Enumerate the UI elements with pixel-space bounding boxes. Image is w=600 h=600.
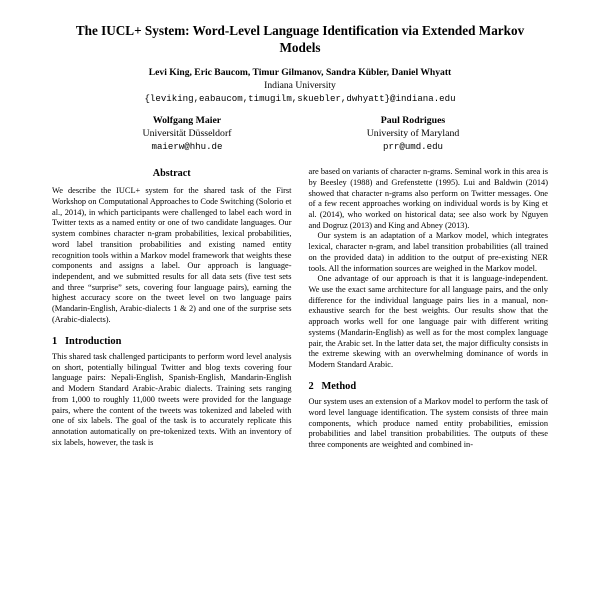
- section-title: Method: [321, 380, 357, 392]
- section-title: Introduction: [65, 335, 122, 347]
- author-list-main: Levi King, Eric Baucom, Timur Gilmanov, Sandra Kübler, Daniel Whyatt: [148, 66, 452, 78]
- related-work-paragraph-2: Our system is an adaptation of a Markov model, which integrates lexical, character n-gram, and label transition probabilities (all trained on the provided data) in addition to the output of pre-existing NER tools. All the information sources are weighed in the Markov model.: [308, 231, 548, 273]
- author-affiliation: University of Maryland: [366, 128, 460, 140]
- related-work-paragraph-3: One advantage of our approach is that it is language-independent. We use the exact same architecture for all language pairs, and the only difference for the individual language pairs lies in a manual, non-exhaustive search for the best weights. Our results show that the approach works well for one language pair with different writing systems (Mandarin-English) as well as for the most complex language pair, the Arabic set. In the latter data set, the major difficulty consists in the extreme skewing with an overwhelming dominance of words in Modern Standard Arabic.: [308, 274, 548, 370]
- left-column: [52, 167, 292, 451]
- abstract-heading: Abstract: [152, 168, 191, 180]
- author-block-rodrigues: [328, 114, 498, 154]
- author-name: Paul Rodrigues: [380, 115, 446, 127]
- affiliation-main: Indiana University: [264, 80, 336, 92]
- section-number: 1: [52, 335, 58, 347]
- author-block-maier: [102, 114, 272, 154]
- author-affiliation: Universität Düsseldorf: [142, 128, 232, 140]
- section-heading-method: [309, 380, 549, 393]
- section-number: 2: [308, 380, 314, 392]
- page-title: The IUCL+ System: Word-Level Language Identification via Extended Markov Models: [75, 23, 525, 56]
- email-main: {leviking,eabaucom,timugilm,skuebler,dwhyatt}@indiana.edu: [144, 92, 456, 104]
- secondary-authors: [52, 114, 548, 154]
- related-work-paragraph-1: are based on variants of character n-grams. Seminal work in this area is by Beesley (1988) and Grefenstette (1995). Lui and Baldwin (2014) showed that character n-grams also perform on Twitter messages. One of a few recent approaches working on individual words is by King et al. (2014), who worked on historical data; see also work by Nguyen and Dogruz (2013) and King and Abney (2013).: [308, 167, 548, 230]
- section-heading-introduction: [52, 335, 292, 348]
- method-paragraph: Our system uses an extension of a Markov model to perform the task of word level language identification. The system consists of three main components, which produce named entity probabilities, emission probabilities and label transition probabilities. The outputs of these three components are weighted and combined in-: [308, 397, 548, 450]
- body-columns: [52, 167, 548, 451]
- author-email: maierw@hhu.de: [151, 141, 223, 153]
- abstract-text: We describe the IUCL+ system for the shared task of the First Workshop on Computational Approaches to Code Switching (Solorio et al., 2014), in which participants were challenged to label each word in Twitter texts as a named entity or one of two candidate languages. Our system combines character n-gram probabilities, lexical probabilities, word label transition probabilities and existing named entity recognition tools within a Markov model framework that weights these components and assigns a label. Our approach is language-independent, and we submitted results for all data sets (five test sets and three “surprise” sets, covering four language pairs), earning the highest accuracy score on the tweet level on two language pairs (Mandarin-English, Arabic-dialects 1 & 2) and one of the surprise sets (Arabic-dialects).: [52, 186, 292, 324]
- right-column: [309, 167, 549, 451]
- author-email: prr@umd.edu: [382, 141, 444, 153]
- author-name: Wolfgang Maier: [152, 115, 222, 127]
- intro-paragraph: This shared task challenged participants to perform word level analysis on short, potentially bilingual Twitter and blog texts covering four language pairs: Nepali-English, Spanish-English, Mandarin-English and Modern Standard Arabic-Arabic dialects. Training sets ranging from 1,000 to roughly 11,000 tweets were provided for the language pairs, where the content of the tweets was tokenized and labeled with one of six labels. The goal of the task is to accurately replicate this annotation automatically on pre-tokenized texts. With an inventory of six labels, however, the task is: [52, 351, 292, 447]
